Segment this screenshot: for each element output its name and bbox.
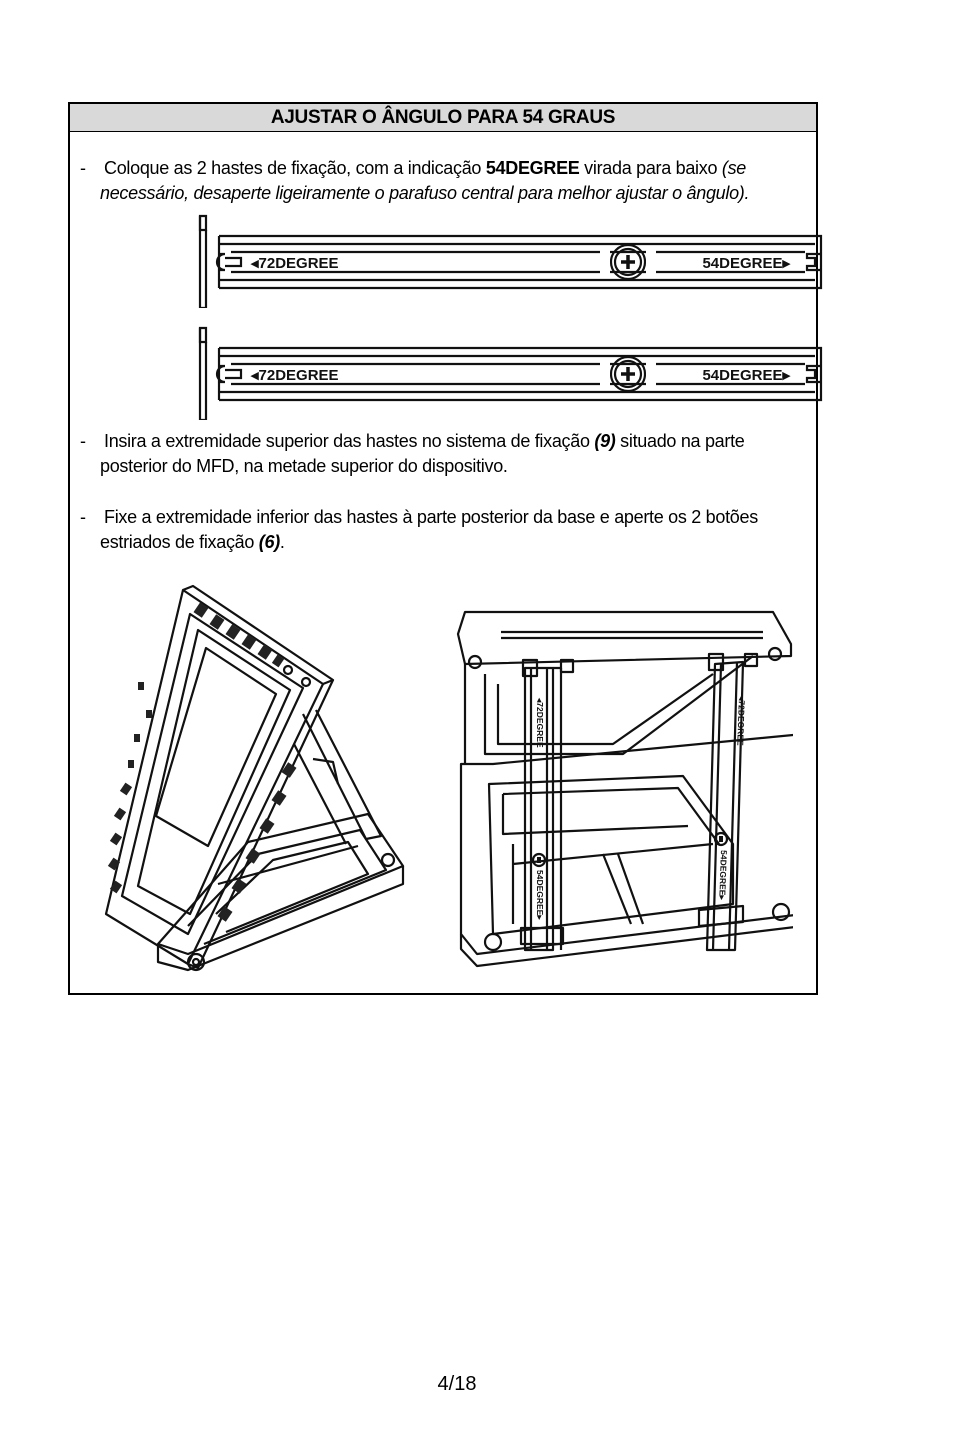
rod-label-54: 54DEGREE▸: [702, 255, 790, 272]
section-title: AJUSTAR O ÂNGULO PARA 54 GRAUS: [70, 104, 816, 132]
bullet-3-text-a: Fixe a extremidade inferior das hastes à parte posterior da base e aperte os 2 botões estriados de fixação: [100, 507, 758, 552]
bullet-1-text-a: Coloque as 2 hastes de fixação, com a indicação: [104, 158, 486, 178]
page-number: 4/18: [437, 1373, 477, 1395]
stand-label-72-left: ◂72DEGREE: [535, 698, 545, 748]
bullet-1-strong: 54DEGREE: [485, 158, 580, 178]
rod-label-72: ◂72DEGREE: [251, 255, 339, 272]
bullet-2-ref: (9): [594, 431, 616, 451]
bullet-dash: -: [80, 158, 86, 178]
bullet-dash: -: [80, 507, 86, 527]
stand-label-72-right: ◂72DEGREE: [735, 695, 747, 746]
stand-label-54-left: 54DEGREE▸: [535, 870, 545, 920]
bullet-3-text-b: .: [279, 532, 285, 552]
bullet-1-italic: (se necessário, desaperte ligeiramente o parafuso central para melhor ajustar o ângulo).: [100, 158, 750, 203]
stand-label-54-right: 54DEGREE▸: [717, 849, 729, 900]
mfd-rear-view-illustration: [453, 604, 793, 969]
bullet-2-text-a: Insira a extremidade superior das hastes no sistema de fixação: [104, 431, 595, 451]
instruction-box: [68, 102, 818, 995]
bullet-1: [80, 156, 805, 206]
bullet-3-ref: (6): [258, 532, 280, 552]
bullet-3: [80, 505, 805, 555]
fixing-rod-illustration-2: [195, 324, 825, 420]
bullet-1-text-b: virada para baixo: [579, 158, 722, 178]
bullet-dash: -: [80, 431, 86, 451]
mfd-side-view-illustration: [98, 584, 418, 974]
bullet-2-text-b: situado na parte posterior do MFD, na metade superior do dispositivo.: [100, 431, 745, 476]
fixing-rod-illustration-1: [195, 212, 825, 308]
rod-label-54: 54DEGREE▸: [702, 367, 790, 384]
bullet-2: [80, 429, 805, 479]
rod-label-72: ◂72DEGREE: [251, 367, 339, 384]
